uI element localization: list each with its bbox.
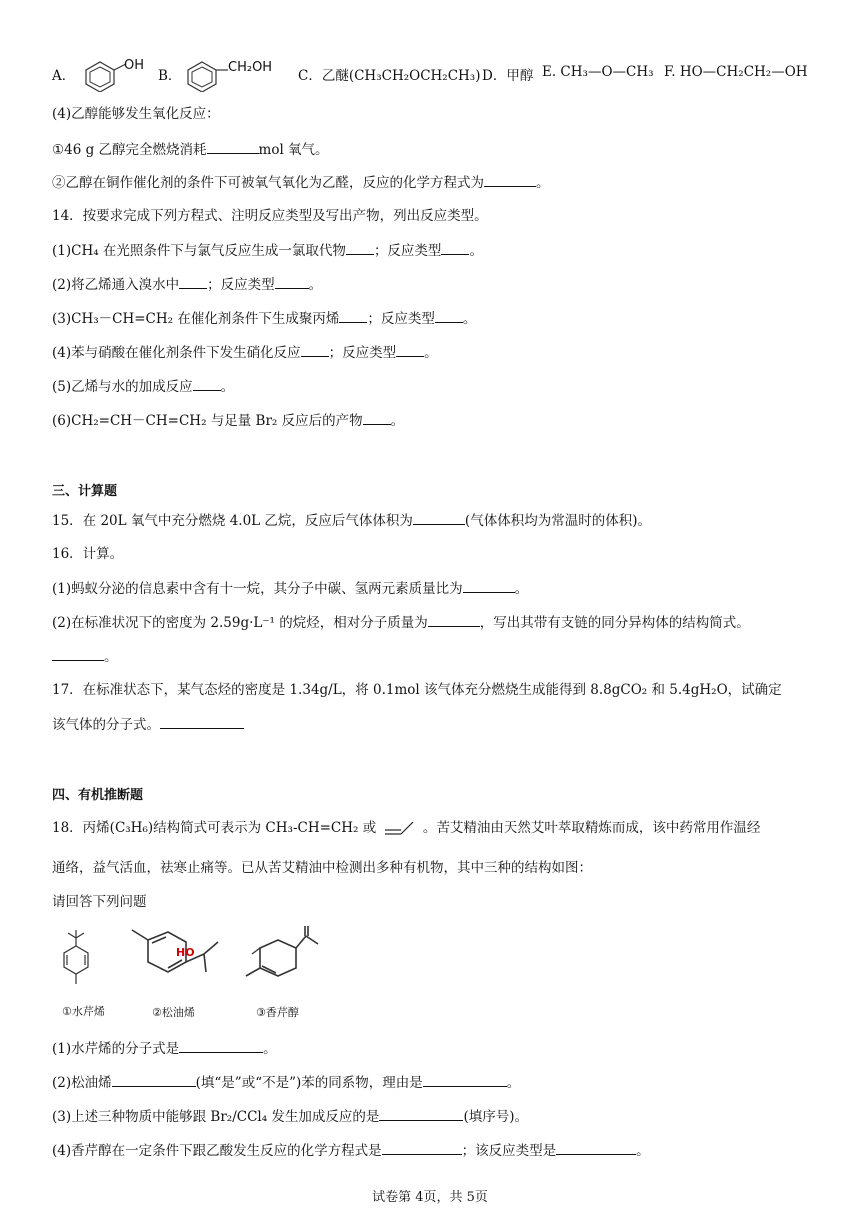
q14-line3: (3)CH₃－CH=CH₂ 在催化剂条件下生成聚丙烯 ；反应类型 。 — [52, 308, 820, 329]
q14-line4: (4)苯与硝酸在催化剂条件下发生硝化反应 ；反应类型 。 — [52, 342, 820, 363]
q13-4-part2: ②乙醇在铜作催化剂的条件下可被氧气氧化为乙醛，反应的化学方程式为 。 — [52, 172, 820, 193]
q14-line1: (1)CH₄ 在光照条件下与氯气反应生成一氯取代物 ；反应类型 。 — [52, 240, 820, 261]
q13-4-title: (4)乙醇能够发生氧化反应： — [52, 106, 220, 122]
q14-line5: (5)乙烯与水的加成反应 。 — [52, 376, 820, 397]
benzyl-label: CH₂OH — [228, 60, 273, 75]
option-d: D．甲醇 — [482, 68, 534, 84]
answer-blank[interactable] — [379, 1106, 463, 1121]
q14-line6: (6)CH₂=CH－CH=CH₂ 与足量 Br₂ 反应后的产物 。 — [52, 410, 820, 431]
option-e: E. CH₃—O—CH₃ — [542, 64, 654, 80]
q14-title: 14．按要求完成下列方程式、注明反应类型及写出产物，列出反应类型。 — [52, 208, 488, 224]
phenol-label: OH — [124, 58, 145, 73]
answer-blank[interactable] — [463, 578, 515, 593]
answer-blank[interactable] — [346, 240, 374, 255]
answer-blank[interactable] — [339, 308, 367, 323]
q14-line2: (2)将乙烯通入溴水中 ；反应类型 。 — [52, 274, 820, 295]
answer-blank[interactable] — [423, 1072, 507, 1087]
q18-sub4: (4)香芹醇在一定条件下跟乙酸发生反应的化学方程式是 ；该反应类型是 。 — [52, 1140, 820, 1161]
answer-blank[interactable] — [435, 308, 463, 323]
answer-blank[interactable] — [207, 139, 259, 154]
option-a: A． — [52, 68, 76, 84]
ho-label: HO — [176, 946, 195, 959]
answer-blank[interactable] — [382, 1140, 462, 1155]
phellandrene-structure-icon — [64, 930, 88, 984]
caption-3: ③香芹醇 — [256, 1006, 299, 1019]
answer-blank[interactable] — [484, 172, 536, 187]
q15: 15．在 20L 氧气中充分燃烧 4.0L 乙烷，反应后气体体积为 (气体体积均为常温时的体积)。 — [52, 510, 820, 531]
answer-blank[interactable] — [428, 612, 480, 627]
answer-blank[interactable] — [556, 1140, 636, 1155]
option-c: C．乙醚(CH₃CH₂OCH₂CH₃) — [298, 68, 481, 84]
caption-1: ①水芹烯 — [62, 1005, 105, 1018]
option-b: B． — [158, 68, 182, 84]
answer-blank[interactable] — [193, 376, 221, 391]
section-heading-infer: 四、有机推断题 — [52, 788, 144, 803]
answer-blank[interactable] — [396, 342, 424, 357]
option-f: F. HO—CH₂CH₂—OH — [664, 64, 808, 80]
answer-blank[interactable] — [179, 274, 207, 289]
answer-blank[interactable] — [112, 1072, 196, 1087]
answer-blank[interactable] — [441, 240, 469, 255]
answer-blank[interactable] — [160, 714, 244, 729]
terpinene-structure-icon — [132, 930, 218, 972]
q18-sub1: (1)水芹烯的分子式是 。 — [52, 1038, 820, 1059]
q16-line2: (2)在标准状况下的密度为 2.59g·L⁻¹ 的烷烃，相对分子质量为 ，写出其带有支链的同分异构体的结构简式。 — [52, 612, 820, 633]
section-heading-calc: 三、计算题 — [52, 484, 118, 499]
options-row — [52, 58, 852, 92]
answer-blank[interactable] — [363, 410, 391, 425]
q18-line1: 18．丙烯(C₃H₆)结构简式可表示为 CH₃-CH=CH₂ 或 。苦艾精油由天然艾叶萃取精炼而成，该中药常用作温经 — [52, 820, 761, 836]
answer-blank[interactable] — [275, 274, 309, 289]
q17-line2: 该气体的分子式。 — [52, 714, 820, 735]
q16-title: 16．计算。 — [52, 546, 124, 562]
answer-blank[interactable] — [301, 342, 329, 357]
answer-blank[interactable] — [413, 510, 465, 525]
carveol-structure-icon — [246, 926, 318, 976]
q18-line2: 通络，益气活血，祛寒止痛等。已从苦艾精油中检测出多种有机物，其中三种的结构如图： — [52, 860, 592, 876]
answer-blank[interactable] — [179, 1038, 263, 1053]
q18-sub3: (3)上述三种物质中能够跟 Br₂/CCl₄ 发生加成反应的是 (填序号)。 — [52, 1106, 820, 1127]
page-footer: 试卷第 4页，共 5页 — [372, 1190, 488, 1205]
q16-line1: (1)蚂蚁分泌的信息素中含有十一烷，其分子中碳、氢两元素质量比为 。 — [52, 578, 820, 599]
caption-2: ②松油烯 — [152, 1006, 195, 1019]
q16-line3: 。 — [52, 646, 820, 667]
propene-skeletal-icon — [381, 820, 419, 838]
q13-4-part1: ①46 g 乙醇完全燃烧消耗 mol 氧气。 — [52, 139, 820, 160]
q18-sub2: (2)松油烯 (填“是”或“不是”)苯的同系物，理由是 。 — [52, 1072, 820, 1093]
answer-blank[interactable] — [52, 646, 104, 661]
q18-line3: 请回答下列问题 — [52, 894, 147, 910]
q17-line1: 17．在标准状态下，某气态烃的密度是 1.34g/L，将 0.1mol 该气体充分燃烧生成能得到 8.8gCO₂ 和 5.4gH₂O，试确定 — [52, 682, 782, 698]
